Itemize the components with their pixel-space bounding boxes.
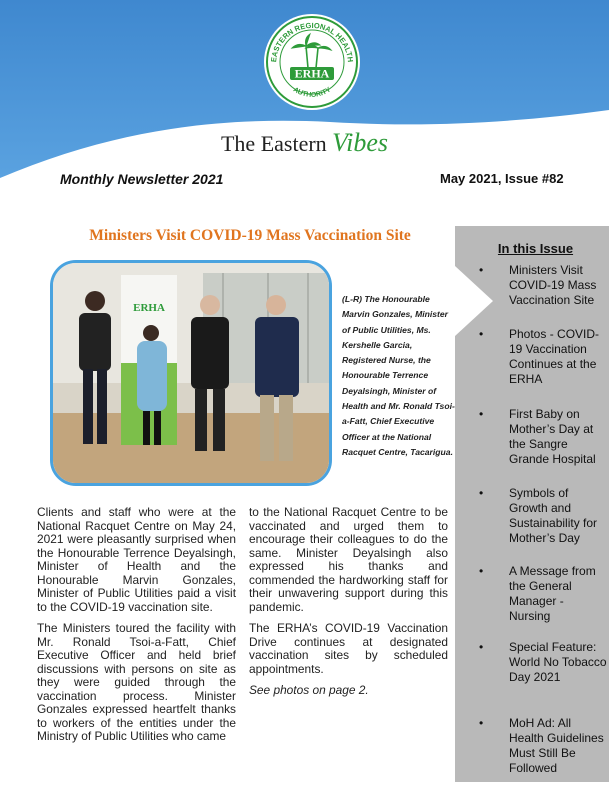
article-photo	[50, 260, 332, 486]
issue-item[interactable]: • Ministers Visit COVID-19 Mass Vaccination Site	[470, 263, 607, 327]
photo-caption: (L-R) The Honourable Marvin Gonzales, Minister of Public Utilities, Ms. Kershelle Garcia, Registered Nurse, the Honourable Terrence Deyalsingh, Minister of Health and Mr. Ronald Tsoi-a-Fatt, Chief Executive Officer at the National Racquet Centre, Tacarigua.	[342, 294, 455, 457]
issue-item[interactable]: • MoH Ad: All Health Guidelines Must Still Be Followed	[470, 716, 607, 776]
newsletter-masthead	[0, 128, 609, 158]
article-headline: Ministers Visit COVID-19 Mass Vaccination Site	[89, 227, 411, 244]
issue-item[interactable]: • First Baby on Mother’s Day at the Sangre Grande Hospital	[470, 407, 607, 486]
masthead-title-accent: Vibes	[332, 128, 388, 157]
article-paragraph: The ERHA’s COVID-19 Vaccination Drive continues at designated vaccination sites by scheduled appointments.	[249, 621, 448, 676]
article-column-left	[37, 506, 236, 752]
banner-logo-text: ERHA	[133, 302, 165, 314]
logo-center-text: ERHA	[294, 66, 330, 81]
article-paragraph: The Ministers toured the facility with Mr. Ronald Tsoi-a-Fatt, Chief Executive Officer and held brief discussions with persons on site as they were guided through the vaccination process. Minister Gonzales expressed heartfelt thanks to workers of the entities under the Ministry of Public Utilities who came	[37, 621, 236, 743]
article-paragraph: Clients and staff who were at the National Racquet Centre on May 24, 2021 were pleasantly surprised when the Honourable Terrence Deyalsingh, Minister of Health and the Honourable Marvin Gonzales, Minister of Public Utilities paid a visit to the COVID-19 vaccination site.	[37, 505, 236, 614]
logo-ring-bottom-text: AUTHORITY	[291, 86, 333, 99]
issue-item[interactable]: • Photos - COVID-19 Vaccination Continues at the ERHA	[470, 327, 607, 407]
newsletter-subtitle: Monthly Newsletter 2021	[60, 171, 224, 187]
group-photo-illustration	[53, 263, 329, 483]
sidebar-title: In this Issue	[497, 241, 574, 256]
article-column-right	[249, 506, 448, 706]
issue-item[interactable]: • Symbols of Growth and Sustainability for Mother’s Day	[470, 486, 607, 564]
issue-item[interactable]: • Special Feature: World No Tobacco Day 2021	[470, 640, 607, 716]
article-paragraph: to the National Racquet Centre to be vaccinated and urged them to encourage their colleagues to do the same. Minister Deyalsingh also expressed his thanks and commended the hardworking staff for their unwavering support during this pandemic.	[249, 505, 448, 614]
logo-ring-top-text: EASTERN REGIONAL HEALTH	[268, 20, 356, 63]
see-photos-note: See photos on page 2.	[249, 683, 369, 697]
masthead-title: The Eastern	[220, 131, 327, 156]
erha-logo	[262, 12, 362, 112]
in-this-issue-list	[470, 263, 607, 776]
issue-number: May 2021, Issue #82	[440, 171, 564, 186]
issue-item[interactable]: • A Message from the General Manager - Nursing	[470, 564, 607, 640]
